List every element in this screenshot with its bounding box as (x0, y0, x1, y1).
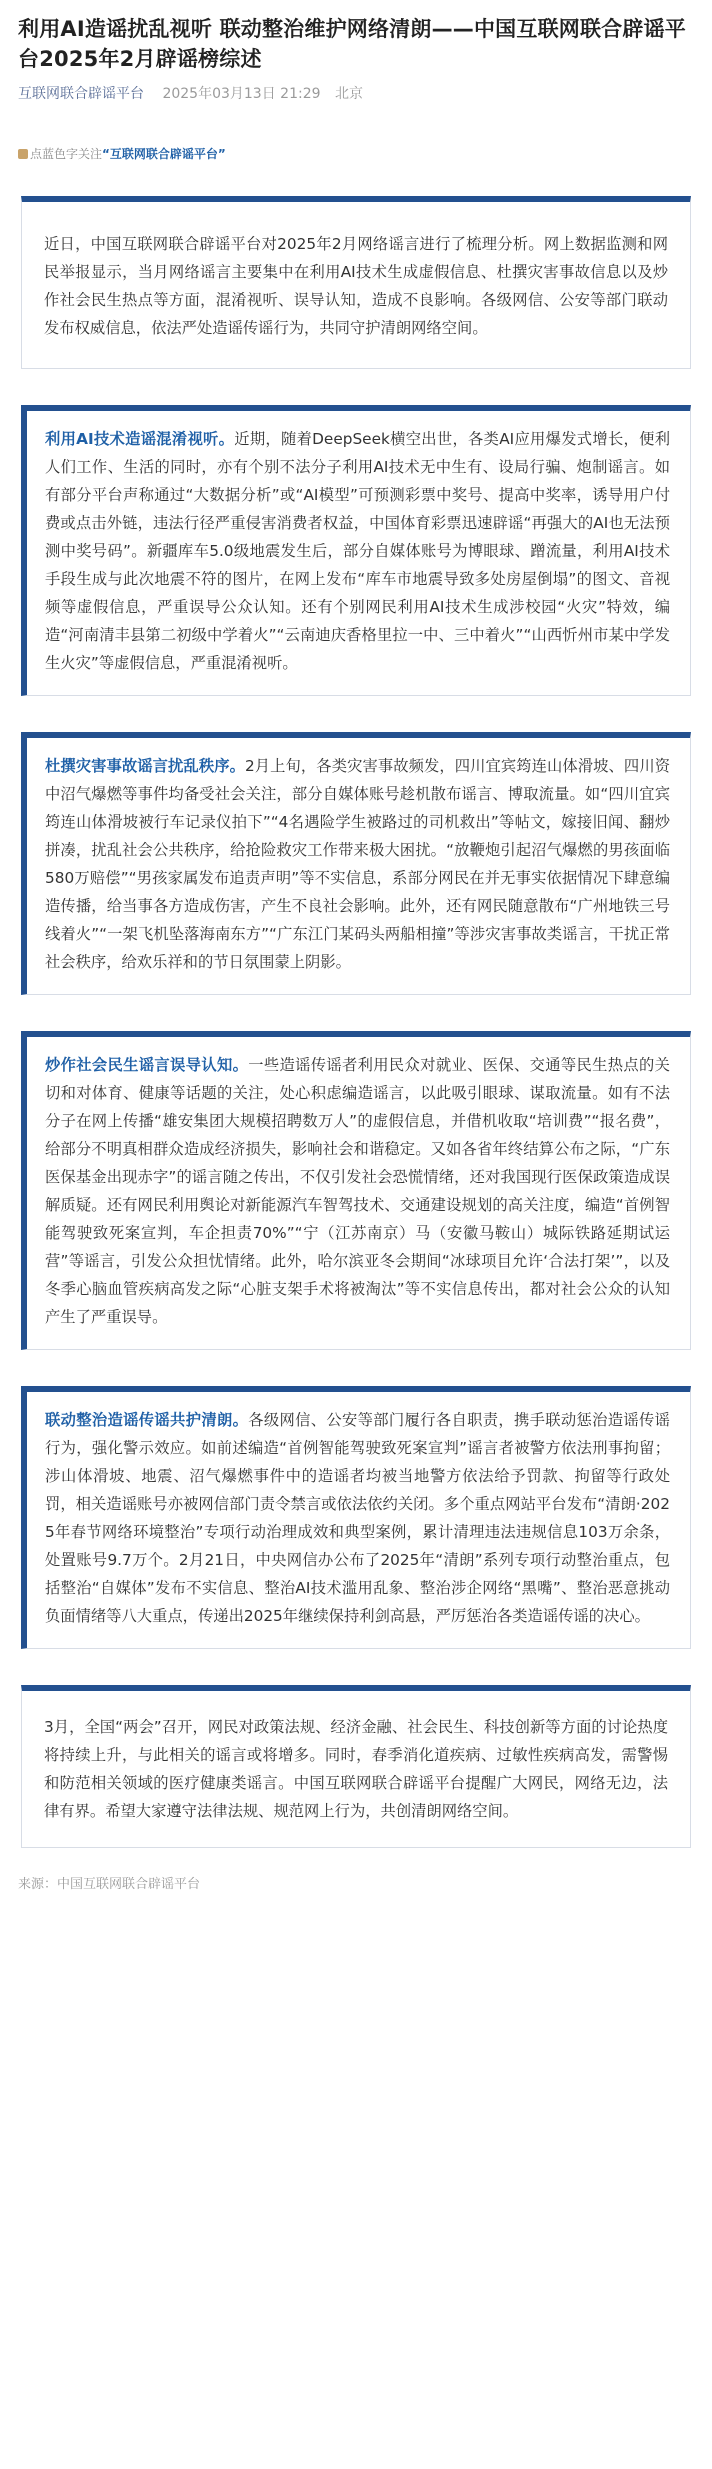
closing-text: 3月，全国“两会”召开，网民对政策法规、经济金融、社会民生、科技创新等方面的讨论热度将持续上升，与此相关的谣言或将增多。同时，春季消化道疾病、过敏性疾病高发，需警惕和防范相关领域的医疗健康类谣言。中国互联网联合辟谣平台提醒广大网民，网络无边，法律有界。希望大家遵守法律法规、规范网上行为，共创清朗网络空间。 (44, 1718, 668, 1820)
article-meta (18, 84, 363, 104)
livelihood-rumor-section (21, 1031, 691, 1350)
article-title: 利用AI造谣扰乱视听 联动整治维护网络清朗——中国互联网联合辟谣平台2025年2月辟谣榜综述 (18, 17, 686, 71)
livelihood-rumor-text (27, 1051, 690, 1331)
pointer-hand-icon (18, 149, 28, 159)
disaster-rumor-body: 2月上旬，各类灾害事故频发，四川宜宾筠连山体滑坡、四川资中沼气爆燃等事件均备受社会关注，部分自媒体账号趁机散布谣言、博取流量。如“四川宜宾筠连山体滑坡被行车记录仪拍下”“4名遇险学生被路过的司机救出”等帖文，嫁接旧闻、翻炒拼凑，扰乱社会公共秩序，给抢险救灾工作带来极大困扰。“放鞭炮引起沼气爆燃的男孩面临580万赔偿”“男孩家属发布追责声明”等不实信息，系部分网民在并无事实依据情况下肆意编造传播，给当事各方造成伤害，产生不良社会影响。此外，还有网民随意散布“广州地铁三号线着火”“一架飞机坠落海南东方”“广东江门某码头两船相撞”等涉灾害事故类谣言，干扰正常社会秩序，给欢乐祥和的节日氛围蒙上阴影。 (45, 757, 670, 971)
follow-prefix: 点蓝色字关注 (30, 147, 103, 161)
follow-account-link[interactable]: “互联网联合辟谣平台” (102, 147, 226, 161)
intro-text: 近日，中国互联网联合辟谣平台对2025年2月网络谣言进行了梳理分析。网上数据监测和网民举报显示，当月网络谣言主要集中在利用AI技术生成虚假信息、杜撰灾害事故信息以及炒作社会民生热点等方面，混淆视听、误导认知，造成不良影响。各级网信、公安等部门联动发布权威信息，依法严处造谣传谣行为，共同守护清朗网络空间。 (44, 235, 668, 337)
account-name-link[interactable]: 互联网联合辟谣平台 (18, 86, 144, 102)
joint-action-body: 各级网信、公安等部门履行各自职责，携手联动惩治造谣传谣行为，强化警示效应。如前述编造“首例智能驾驶致死案宣判”谣言者被警方依法刑事拘留；涉山体滑坡、地震、沼气爆燃事件中的造谣者均被当地警方依法给予罚款、拘留等行政处罚，相关造谣账号亦被网信部门责令禁言或依法依约关闭。多个重点网站平台发布“清朗·2025年春节网络环境整治”专项行动治理成效和典型案例，累计清理违法违规信息103万余条，处置账号9.7万个。2月21日，中央网信办公布了2025年“清朗”系列专项行动整治重点，包括整治“自媒体”发布不实信息、整治AI技术滥用乱象、整治涉企网络“黑嘴”、整治恶意挑动负面情绪等八大重点，传递出2025年继续保持利剑高悬，严厉惩治各类造谣传谣的决心。 (45, 1411, 670, 1625)
disaster-rumor-section (21, 732, 691, 995)
ai-rumor-body: 近期，随着DeepSeek横空出世，各类AI应用爆发式增长，便利人们工作、生活的同时，亦有个别不法分子利用AI技术无中生有、设局行骗、炮制谣言。如有部分平台声称通过“大数据分析”或“AI模型”可预测彩票中奖号、提高中奖率，诱导用户付费或点击外链，违法行径严重侵害消费者权益，中国体育彩票迅速辟谣“再强大的AI也无法预测中奖号码”。新疆库车5.0级地震发生后，部分自媒体账号为博眼球、蹭流量，利用AI技术手段生成与此次地震不符的图片，在网上发布“库车市地震导致多处房屋倒塌”的图文、音视频等虚假信息，严重误导公众认知。还有个别网民利用AI技术生成涉校园“火灾”特效，编造“河南清丰县第二初级中学着火”“云南迪庆香格里拉一中、三中着火”“山西忻州市某中学发生火灾”等虚假信息，严重混淆视听。 (45, 430, 671, 672)
section-heading-joint: 联动整治造谣传谣共护清朗。 (45, 1411, 249, 1429)
joint-action-section (21, 1386, 691, 1649)
ai-rumor-section (21, 405, 691, 696)
intro-card (21, 196, 691, 369)
closing-card (21, 1685, 691, 1848)
disaster-rumor-text (27, 752, 690, 976)
section-heading-livelihood: 炒作社会民生谣言误导认知。 (45, 1056, 249, 1074)
publish-location: 北京 (334, 86, 363, 102)
ai-rumor-text (27, 425, 690, 677)
follow-hint (18, 146, 226, 162)
livelihood-rumor-body: 一些造谣传谣者利用民众对就业、医保、交通等民生热点的关切和对体育、健康等话题的关注，处心积虑编造谣言，以此吸引眼球、谋取流量。如有不法分子在网上传播“雄安集团大规模招聘数万人”的虚假信息，并借机收取“培训费”“报名费”，给部分不明真相群众造成经济损失，影响社会和谐稳定。又如各省年终结算公布之际，“广东医保基金出现赤字”的谣言随之传出，不仅引发社会恐慌情绪，还对我国现行医保政策造成误解质疑。还有网民利用舆论对新能源汽车智驾技术、交通建设规划的高关注度，编造“首例智能驾驶致死案宣判，车企担责70%”“宁（江苏南京）马（安徽马鞍山）城际铁路延期试运营”等谣言，引发公众担忧情绪。此外，哈尔滨亚冬会期间“冰球项目允许‘合法打架’”，以及冬季心脑血管疾病高发之际“心脏支架手术将被淘汰”等不实信息传出，都对社会公众的认知产生了严重误导。 (45, 1056, 670, 1326)
joint-action-text (27, 1406, 690, 1630)
publish-date: 2025年03月13日 21:29 (162, 86, 321, 102)
section-heading-ai: 利用AI技术造谣混淆视听。 (45, 430, 235, 448)
article-source: 来源：中国互联网联合辟谣平台 (18, 1877, 201, 1892)
section-heading-disaster: 杜撰灾害事故谣言扰乱秩序。 (45, 757, 245, 775)
